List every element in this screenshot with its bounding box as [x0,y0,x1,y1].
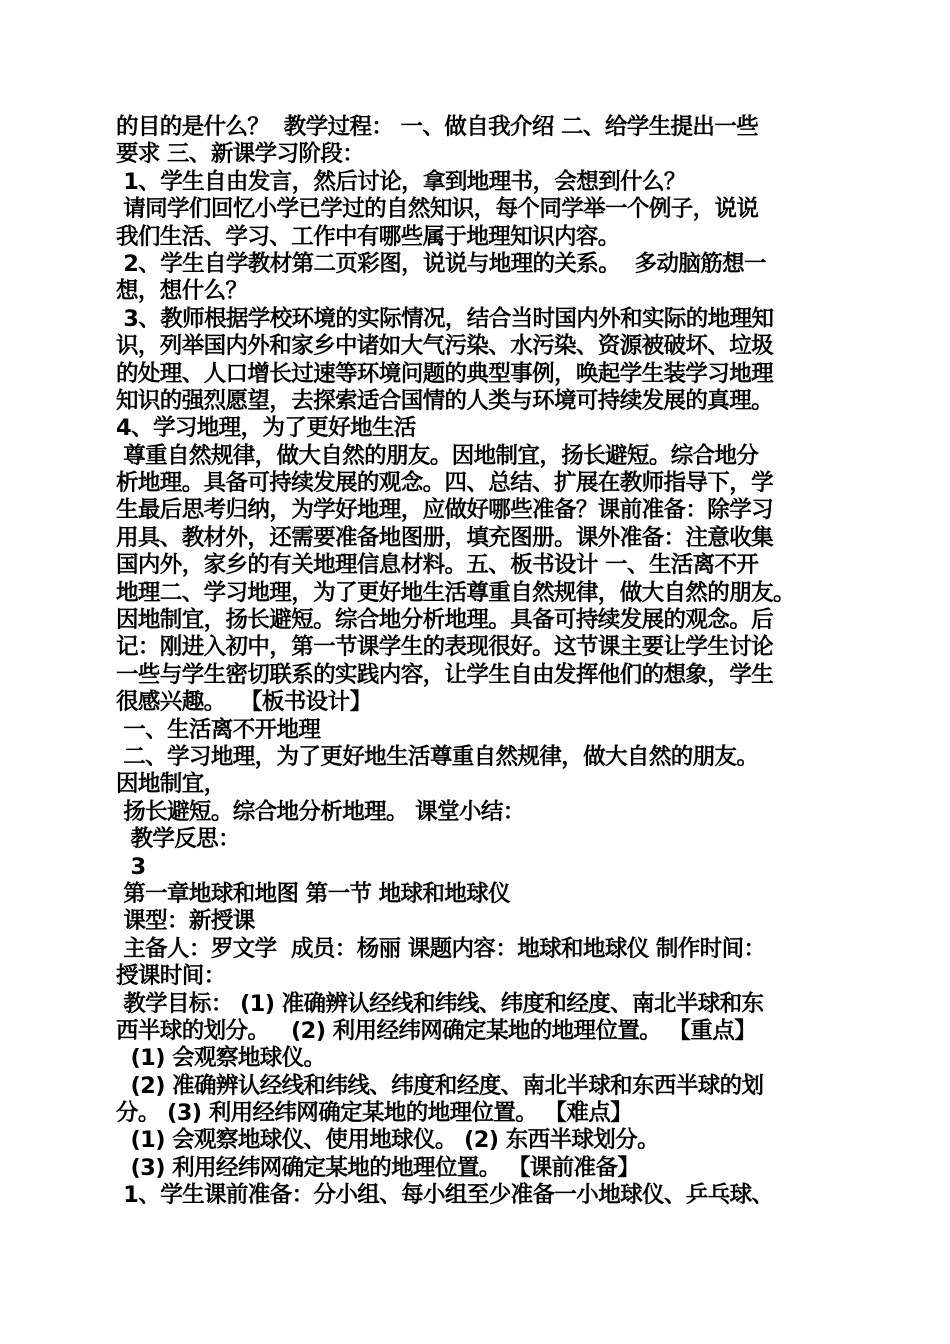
text-line: 4、学习地理，为了更好地生活 [116,415,416,442]
text-line: 主备人：罗文学 成员：杨丽 课题内容：地球和地球仪 制作时间： [116,935,766,962]
text-line: 生最后思考归纳，为学好地理，应做好哪些准备？课前准备：除学习 [116,497,774,524]
document-page [116,114,856,1210]
chapter-heading: 第一章地球和地图 第一节 地球和地球仪 [116,880,511,907]
text-line: 一些与学生密切联系的实践内容，让学生自由发挥他们的想象，学生 [116,661,774,688]
text-line: (1) 会观察地球仪、使用地球仪。 (2) 东西半球划分。 [116,1127,660,1154]
text-line: 1、学生自由发言，然后讨论，拿到地理书，会想到什么？ [116,168,686,195]
text-line: 2、学生自学教材第二页彩图，说说与地理的关系。 多动脑筋想一 [116,250,766,277]
text-line: 国内外，家乡的有关地理信息材料。五、板书设计 一、生活离不开 [116,552,759,579]
text-line: 的目的是什么？ 教学过程： 一、做自我介绍 二、给学生提出一些 [116,114,759,140]
text-line: 要求 三、新课学习阶段： [116,141,365,168]
text-line: 用具、教材外，还需要准备地图册，填充图册。课外准备：注意收集 [116,524,774,551]
text-line: 我们生活、学习、工作中有哪些属于地理知识内容。 [116,223,620,250]
text-line: 授课时间： [116,963,226,990]
text-line: 因地制宜， [116,771,226,798]
page-number: 3 [116,853,146,880]
text-line: 想，想什么？ [116,278,248,305]
text-line: 教学目标： (1) 准确辨认经线和纬线、纬度和经度、南北半球和东 [116,990,764,1017]
text-line: (3) 利用经纬网确定某地的地理位置。 【课前准备】 [116,1154,640,1181]
text-line: (1) 会观察地球仪。 [116,1045,326,1072]
text-line: 请同学们回忆小学已学过的自然知识，每个同学举一个例子，说说 [116,196,759,223]
text-line: 因地制宜，扬长避短。综合地分析地理。具备可持续发展的观念。后 [116,607,774,634]
text-line: (2) 准确辨认经线和纬线、纬度和经度、南北半球和东西半球的划 [116,1072,764,1099]
text-line: 扬长避短。综合地分析地理。 课堂小结： [116,798,525,825]
text-line: 的处理、人口增长过速等环境问题的典型事例，唤起学生装学习地理 [116,360,774,387]
text-line: 3、教师根据学校环境的实际情况，结合当时国内外和实际的地理知 [116,305,774,332]
text-line: 一、生活离不开地理 [116,716,321,743]
text-line: 二、学习地理，为了更好地生活尊重自然规律，做大自然的朋友。 [116,743,759,770]
text-line: 分。 (3) 利用经纬网确定某地的地理位置。 【难点】 [116,1100,633,1127]
text-line: 1、学生课前准备：分小组、每小组至少准备一小地球仪、乒乓球、 [116,1182,774,1209]
text-line: 尊重自然规律，做大自然的朋友。因地制宜，扬长避短。综合地分 [116,442,759,469]
text-line: 析地理。具备可持续发展的观念。四、总结、扩展在教师指导下，学 [116,470,774,497]
text-line: 识，列举国内外和家乡中诸如大气污染、水污染、资源被破坏、垃圾 [116,333,774,360]
text-line: 记：刚进入初中，第一节课学生的表现很好。这节课主要让学生讨论 [116,634,774,661]
text-line: 知识的强烈愿望，去探索适合国情的人类与环境可持续发展的真理。 [116,387,774,414]
text-line: 很感兴趣。 【板书设计】 [116,689,372,716]
text-line: 西半球的划分。 (2) 利用经纬网确定某地的地理位置。 【重点】 [116,1017,756,1044]
text-line: 课型：新授课 [116,908,255,935]
text-line: 教学反思： [116,826,240,853]
text-line: 地理二、学习地理，为了更好地生活尊重自然规律，做大自然的朋友。 [116,579,795,606]
